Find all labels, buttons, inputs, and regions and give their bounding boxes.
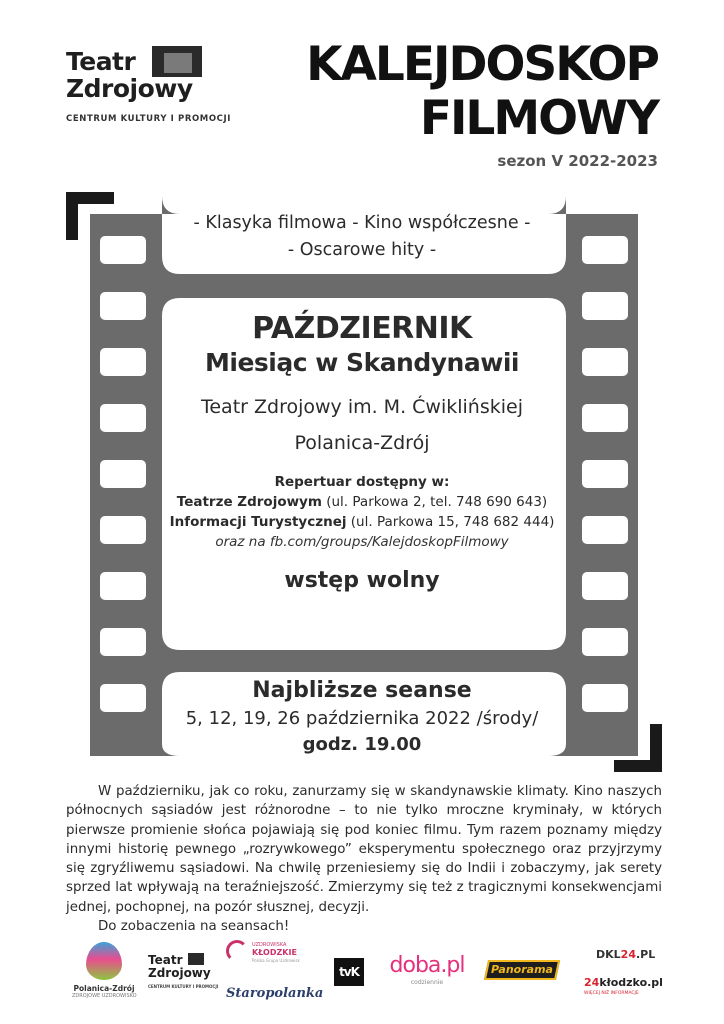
small-logo-word-2: Zdrojowy [148, 966, 211, 980]
klodzkie-line-3: Polska Grupa Uzdrowisk [252, 958, 300, 963]
polanica-name: Polanica-Zdrój [73, 984, 135, 993]
place-2-name: Informacji Turystycznej [169, 514, 347, 530]
doba-tagline: codziennie [410, 979, 444, 986]
next-screenings-heading: Najbliższe seanse [252, 678, 472, 703]
polanica-logo [72, 942, 136, 999]
logo-subtitle: CENTRUM KULTURY I PROMOCJI [66, 114, 232, 124]
categories-line-1: - Klasyka filmowa - Kino współczesne - [193, 213, 531, 233]
24klodzko-logo [584, 976, 663, 989]
description [66, 782, 662, 936]
title-line-1: KALEJDOSKOP [306, 37, 658, 92]
place-1-name: Teatrze Zdrojowym [176, 494, 322, 510]
logo-word-teatr: Teatr [66, 47, 136, 76]
repertoire-place-1 [162, 492, 562, 512]
place-2-info: (ul. Parkowa 15, 748 682 444) [346, 514, 555, 530]
small-screen-icon [188, 953, 204, 965]
tvk-logo: tvK [334, 958, 364, 986]
description-text: W październiku, jak co roku, zanurzamy się w skandynawskie klimaty. Kino naszych północnych sąsiadów jest różnorodne – to nie tylko mroczne kryminały, w których pierwsze promienie słońca pojawiają się pod koniec filmu. Tym razem poznamy między innymi historię pewnego „rozrywkowego” eksperymentu społecznego oraz przyjrzymy się zgryźliwemu sąsiadowi. Na chwilę przeniesiemy się do Indii i zobaczymy, jak serety sprzed lat wpływają na teraźniejszość. Zmierzymy się też z tragicznymi konsekwencjami jednej, pochopnej, na pozór słusznej, decyzji. [66, 784, 662, 915]
perforations-left [100, 236, 146, 712]
panorama-name: Panorama [491, 963, 553, 976]
categories-line-2: - Oscarowe hity - [287, 240, 437, 260]
staropolanka-logo: Staropolanka [226, 986, 324, 1001]
venue-name: Teatr Zdrojowy im. M. Ćwiklińskiej [200, 396, 523, 418]
small-logo-subtitle: CENTRUM KULTURY I PROMOCJI [148, 984, 219, 989]
dkl-suffix: .PL [635, 948, 656, 961]
klodzkie-line-2: KŁODZKIE [252, 948, 297, 957]
film-categories [130, 210, 594, 264]
doba-logo [386, 954, 468, 986]
klodzkie-fan-icon [226, 940, 248, 962]
description-closing: Do zobaczenia na seansach! [98, 919, 290, 935]
venue-city: Polanica-Zdrój [294, 432, 430, 454]
season-label: sezon V 2022-2023 [497, 152, 658, 170]
24klodzko-tagline: WIĘCEJ NIŻ INFORMACJE [584, 991, 639, 996]
perforations-right [582, 236, 628, 712]
polanica-drop-icon [86, 942, 122, 980]
teatr-zdrojowy-logo [66, 44, 232, 134]
place-1-info: (ul. Parkowa 2, tel. 748 690 643) [321, 494, 548, 510]
k24-prefix: 24 [584, 976, 600, 989]
repertoire-online: oraz na fb.com/groups/KalejdoskopFilmowy [215, 534, 509, 550]
dkl-number: 24 [620, 948, 636, 961]
month-heading: PAŹDZIERNIK [252, 311, 472, 346]
screen-icon [152, 46, 202, 77]
sponsor-logos [0, 936, 724, 1016]
admission-label: wstęp wolny [284, 568, 440, 593]
repertoire-place-2 [162, 512, 562, 532]
k24-name: kłodzko.pl [599, 976, 663, 989]
dkl-prefix: DKL [596, 948, 621, 961]
next-screenings-dates: 5, 12, 19, 26 października 2022 /środy/ [185, 708, 539, 729]
event-info [162, 298, 562, 596]
teatr-zdrojowy-small-logo [148, 952, 218, 998]
next-screenings [130, 676, 594, 758]
dkl24-logo [596, 948, 655, 961]
panorama-logo [484, 960, 560, 980]
page-title [306, 38, 658, 146]
polanica-tagline: ZDROJOWE UZDROWISKO [72, 993, 137, 999]
small-logo-word-1: Teatr [148, 953, 183, 967]
klodzkie-line-1: UZDROWISKA [252, 942, 287, 948]
logo-word-zdrojowy: Zdrojowy [66, 74, 193, 103]
theme-heading: Miesiąc w Skandynawii [205, 348, 519, 377]
doba-name: doba.pl [389, 953, 465, 978]
title-line-2: FILMOWY [419, 91, 658, 146]
repertoire-heading: Repertuar dostępny w: [274, 474, 450, 490]
next-screenings-time: godz. 19.00 [302, 734, 422, 755]
